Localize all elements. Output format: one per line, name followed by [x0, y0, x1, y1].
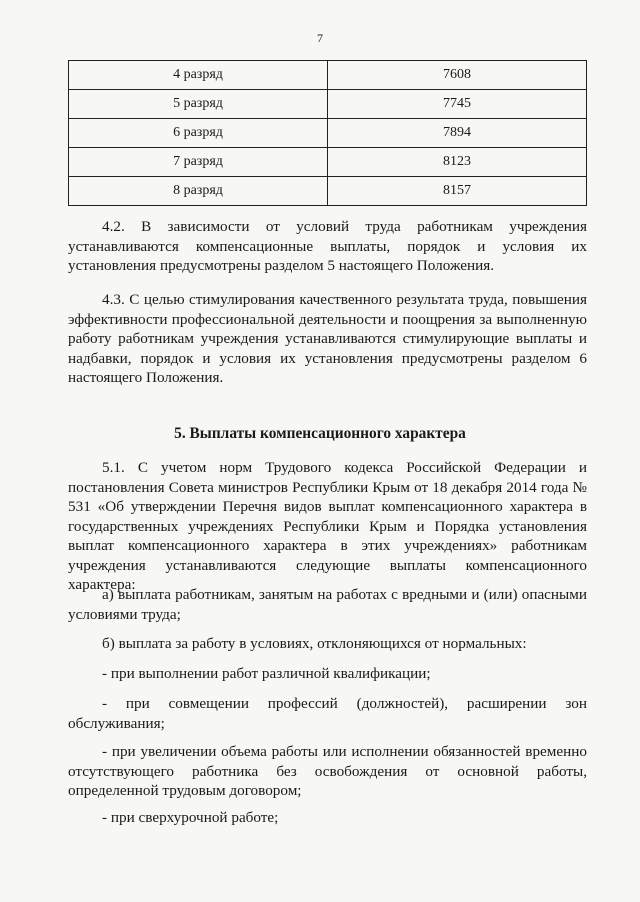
grade-cell: 7 разряд — [69, 148, 328, 177]
paragraph-5-1: 5.1. С учетом норм Трудового кодекса Российской Федерации и постановления Совета министров Республики Крым от 18 декабря 2014 года № 531 «Об утверждении Перечня видов выплат компенсационного характера в государственных учреждениях Республики Крым и Порядка установления выплат компенсационного характера в этих учреждениях» работникам учреждения устанавливаются следующие выплаты компенсационного характера: — [68, 459, 587, 593]
grade-cell: 8 разряд — [69, 177, 328, 206]
value-cell: 7608 — [328, 61, 587, 90]
value-cell: 8123 — [328, 148, 587, 177]
table-row — [69, 119, 587, 148]
item-a: а) выплата работникам, занятым на работах с вредными и (или) опасными условиями труда; — [68, 586, 587, 623]
value-cell: 7745 — [328, 90, 587, 119]
dash-item-2: - при совмещении профессий (должностей), расширении зон обслуживания; — [68, 695, 587, 732]
value-cell: 7894 — [328, 119, 587, 148]
table-row — [69, 90, 587, 119]
table-row — [69, 148, 587, 177]
table-row — [69, 177, 587, 206]
page-number: 7 — [317, 31, 323, 45]
item-b: б) выплата за работу в условиях, отклоняющихся от нормальных: — [102, 635, 527, 652]
paragraph-4-2: 4.2. В зависимости от условий труда работникам учреждения устанавливаются компенсационные выплаты, порядок и условия их установления предусмотрены разделом 5 настоящего Положения. — [68, 218, 587, 274]
grade-cell: 5 разряд — [69, 90, 328, 119]
paragraph-4-3: 4.3. С целью стимулирования качественного результата труда, повышения эффективности профессиональной деятельности и поощрения за выполненную работу работникам учреждения устанавливаются стимулирующие выплаты и надбавки, порядок и условия их установления предусмотрены разделом 6 настоящего Положения. — [68, 291, 587, 386]
value-cell: 8157 — [328, 177, 587, 206]
section-5-heading: 5. Выплаты компенсационного характера — [174, 425, 466, 442]
rate-table — [68, 60, 587, 206]
dash-item-4: - при сверхурочной работе; — [102, 809, 279, 826]
table-row — [69, 61, 587, 90]
dash-item-1: - при выполнении работ различной квалификации; — [102, 665, 431, 682]
dash-item-3: - при увеличении объема работы или исполнении обязанностей временно отсутствующего работника без освобождения от основной работы, определенной трудовым договором; — [68, 743, 587, 799]
grade-cell: 4 разряд — [69, 61, 328, 90]
grade-cell: 6 разряд — [69, 119, 328, 148]
